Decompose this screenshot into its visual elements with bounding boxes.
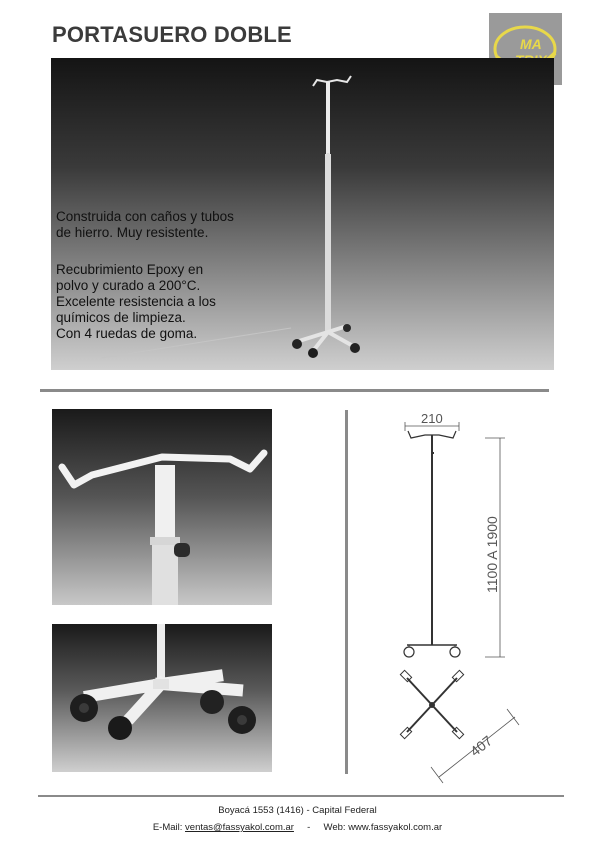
- logo-text-ma: MA: [520, 36, 542, 52]
- base-dimension-label: 407: [466, 732, 496, 760]
- base-detail-image: [52, 624, 272, 772]
- description-line: polvo y curado a 200°C.: [56, 278, 201, 293]
- description-line: Recubrimiento Epoxy en: [56, 262, 204, 277]
- description-line: químicos de limpieza.: [56, 310, 186, 325]
- email-link[interactable]: ventas@fassyakol.com.ar: [185, 822, 294, 833]
- description-line: Con 4 ruedas de goma.: [56, 326, 198, 341]
- web-link[interactable]: www.fassyakol.com.ar: [348, 822, 443, 833]
- width-dimension-label: 210: [421, 411, 443, 426]
- vertical-divider: [345, 410, 348, 774]
- description-paragraph-1: [56, 209, 266, 241]
- description-line: Construida con caños y tubos: [56, 209, 234, 224]
- footer-separator: -: [307, 822, 311, 833]
- footer-contact: [0, 822, 595, 833]
- description-paragraph-2: [56, 262, 266, 342]
- hook-detail-image: [52, 409, 272, 605]
- footer-address: Boyacá 1553 (1416) - Capital Federal: [218, 805, 377, 816]
- technical-drawing: [395, 405, 525, 785]
- horizontal-divider-top: [40, 389, 549, 392]
- web-label: Web:: [323, 822, 346, 833]
- email-label: E-Mail:: [152, 822, 183, 833]
- horizontal-divider-bottom: [38, 795, 564, 797]
- height-dimension-label: 1100 A 1900: [484, 516, 500, 593]
- description-line: Excelente resistencia a los: [56, 294, 216, 309]
- description-line: de hierro. Muy resistente.: [56, 225, 209, 240]
- page-title: PORTASUERO DOBLE: [52, 22, 292, 47]
